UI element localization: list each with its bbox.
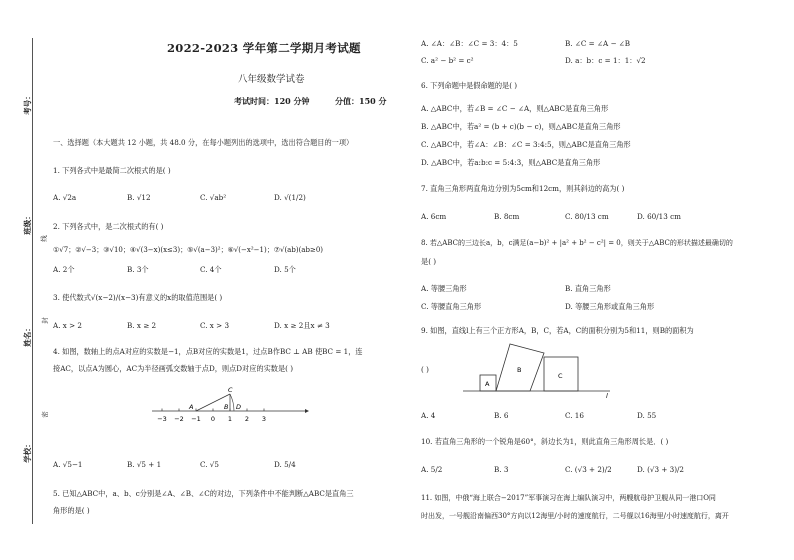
exam-title: 2022-2023 学年第二学期月考试题 <box>167 41 361 55</box>
q9-option-b: B. 6 <box>494 411 509 420</box>
name-label: 姓名： <box>22 324 32 347</box>
q10-stem: 10. 若直角三角形的一个锐角是60°，斜边长为1，则此直角三角形周长是．( ) <box>421 437 669 446</box>
q9-paren: ( ) <box>421 365 429 374</box>
school-label: 学校： <box>22 440 32 463</box>
q1-option-c: C. √ab² <box>200 193 227 202</box>
q10-option-d: D. (√3 + 3)/2 <box>637 465 684 474</box>
q8-line2: 是( ) <box>421 257 437 266</box>
q8-option-d: D. 等腰三角形或直角三角形 <box>565 302 655 311</box>
q3-option-b: B. x ≥ 2 <box>127 321 157 330</box>
point-b-label: B <box>224 403 229 411</box>
q4-option-d: D. 5/4 <box>274 460 296 469</box>
q2-option-a: A. 2个 <box>53 265 75 274</box>
line-l-label: l <box>606 392 608 398</box>
q8-option-b: B. 直角三角形 <box>565 284 611 293</box>
q5-option-d: D. a：b：c = 1：1：√2 <box>565 56 646 65</box>
q7-stem: 7. 直角三角形两直角边分别为5cm和12cm，则其斜边的高为( ) <box>421 184 625 193</box>
arc-cd <box>230 394 234 411</box>
q5-option-a: A. ∠A：∠B：∠C = 3：4：5 <box>421 39 518 48</box>
exam-number-label: 考号： <box>22 92 32 115</box>
q11-line1: 11. 如图，中俄“海上联合−2017”军事演习在海上编队演习中，两艘航母护卫舰从同一港口O同 <box>421 494 716 502</box>
q6-option-a: A. △ABC中，若∠B = ∠C − ∠A，则△ABC是直角三角形 <box>421 104 609 113</box>
q1-option-a: A. √2a <box>53 193 77 202</box>
class-label: 班级： <box>22 212 32 235</box>
q5-option-c: C. a² − b² = c² <box>421 56 474 65</box>
q3-stem: 3. 使代数式√(x−2)/(x−3)有意义的x的取值范围是( ) <box>53 293 223 302</box>
q9-stem: 9. 如图，直线l上有三个正方形A，B，C，若A，C的面积分别为5和11，则B的面积为 <box>421 326 694 335</box>
q5-line1: 5. 已知△ABC中，a、b、c分别是∠A、∠B、∠C的对边，下列条件中不能判断△ABC是直角三 <box>53 489 354 498</box>
square-a-label: A <box>485 380 490 388</box>
number-line-figure <box>150 382 310 428</box>
point-a-label: A <box>189 403 194 411</box>
q9-option-d: D. 55 <box>637 411 657 420</box>
squares-figure <box>458 340 618 398</box>
q5-option-b: B. ∠C = ∠A − ∠B <box>565 39 631 48</box>
q1-stem: 1. 下列各式中是最简二次根式的是( ) <box>53 166 171 175</box>
q6-stem: 6. 下列命题中是假命题的是( ) <box>421 81 518 90</box>
tick-label: −2 <box>174 415 184 423</box>
q6-option-c: C. △ABC中，若∠A：∠B：∠C = 3:4:5，则△ABC是直角三角形 <box>421 140 631 149</box>
gutter-mark-seal: 封 <box>40 317 49 324</box>
q2-list: ①√7；②√−3；③√10；④√(3−x)(x≤3)；⑤√(a−3)²；⑥√(−x²−1)；⑦√(ab)(ab≥0) <box>53 246 323 254</box>
q8-line1: 8. 若△ABC的三边长a，b，c满足(a−b)² + |a² + b² − c²| = 0，则关于△ABC的形状描述最确切的 <box>421 239 733 247</box>
q4-line2: 接AC，以点A为圆心，AC为半径画弧交数轴于点D，则点D对应的实数是( ) <box>53 364 294 373</box>
q7-option-c: C. 80/13 cm <box>565 212 609 221</box>
q8-option-a: A. 等腰三角形 <box>421 284 467 293</box>
q7-option-d: D. 60/13 cm <box>637 212 681 221</box>
point-d-label: D <box>236 403 242 411</box>
tick-label: −3 <box>157 415 167 423</box>
q3-option-a: A. x > 2 <box>53 321 82 330</box>
q1-option-d: D. √(1/2) <box>274 193 306 202</box>
q4-option-c: C. √5 <box>200 460 219 469</box>
q2-stem: 2. 下列各式中，是二次根式的有( ) <box>53 222 164 231</box>
q6-option-d: D. △ABC中，若a:b:c = 5:4:3，则△ABC是直角三角形 <box>421 158 601 167</box>
q1-option-b: B. √12 <box>127 193 151 202</box>
square-c-label: C <box>558 372 563 380</box>
q4-line1: 4. 如图，数轴上的点A对应的实数是−1，点B对应的实数是1，过点B作BC ⊥ AB 使BC = 1，连 <box>53 347 363 356</box>
q9-option-a: A. 4 <box>421 411 436 420</box>
q4-option-a: A. √5−1 <box>53 460 83 469</box>
tick-label: 0 <box>210 415 216 423</box>
q3-option-d: D. x ≥ 2且x ≠ 3 <box>274 321 330 330</box>
q11-line2: 时出发，一号舰沿南偏西30°方向以12海里/小时的速度航行，二号舰以16海里/小时速度航行，离开 <box>421 512 729 520</box>
square-b-label: B <box>517 366 522 374</box>
gutter-mark-dense: 密 <box>40 411 49 418</box>
tick-label: 2 <box>244 415 250 423</box>
section-heading: 一、选择题（本大题共 12 小题，共 48.0 分，在每小题列出的选项中，选出符合题目的一项） <box>53 138 354 147</box>
exam-subtitle: 八年级数学试卷 <box>238 74 305 85</box>
q5-line2: 角形的是( ) <box>53 506 90 515</box>
q8-option-c: C. 等腰直角三角形 <box>421 302 482 311</box>
point-c-label: C <box>228 386 233 394</box>
q7-option-b: B. 8cm <box>494 212 520 221</box>
q9-option-c: C. 16 <box>565 411 584 420</box>
exam-time: 考试时间：120 分钟 <box>234 96 310 106</box>
q6-option-b: B. △ABC中，若a² = (b + c)(b − c)，则△ABC是直角三角形 <box>421 122 621 131</box>
q2-option-c: C. 4个 <box>200 265 222 274</box>
q2-option-d: D. 5个 <box>274 265 296 274</box>
q4-option-b: B. √5 + 1 <box>127 460 162 469</box>
tick-label: 3 <box>261 415 267 423</box>
q10-option-a: A. 5/2 <box>421 465 443 474</box>
q10-option-b: B. 3 <box>494 465 509 474</box>
q7-option-a: A. 6cm <box>421 212 447 221</box>
q2-option-b: B. 3个 <box>127 265 149 274</box>
exam-score: 分值：150 分 <box>335 96 387 106</box>
q3-option-c: C. x > 3 <box>200 321 230 330</box>
q10-option-c: C. (√3 + 2)/2 <box>565 465 612 474</box>
tick-label: −1 <box>191 415 201 423</box>
axis-arrow-icon <box>305 409 309 413</box>
gutter-mark-line: 线 <box>39 235 48 242</box>
tick-label: 1 <box>227 415 233 423</box>
